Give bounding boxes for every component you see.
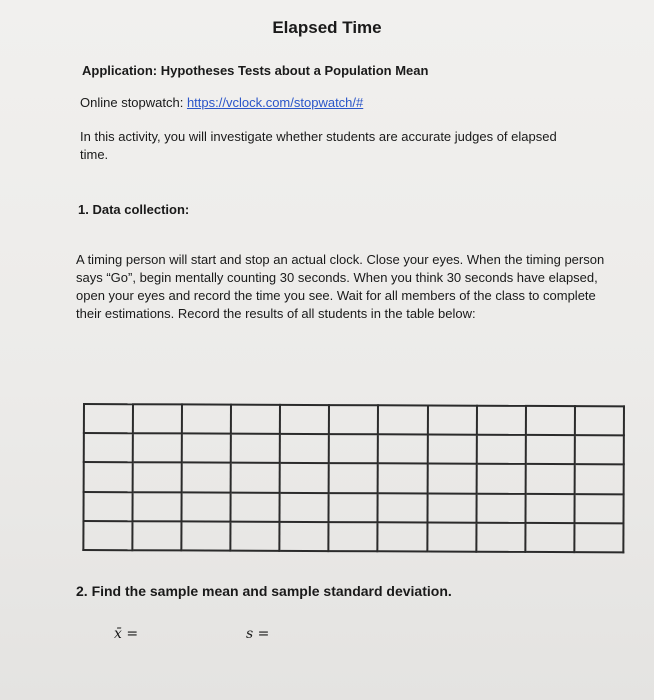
table-cell[interactable] (280, 492, 329, 521)
table-cell[interactable] (329, 493, 378, 522)
section-1-instructions: A timing person will start and stop an actual clock. Close your eyes. When the timing person says “Go”, begin mentally counting 30 seconds. When you think 30 seconds have elapsed, open your eyes and record the time you see. Wait for all members of the class to complete their estimations. Record the results of all students in the table below: (76, 252, 605, 321)
table-cell[interactable] (182, 404, 231, 433)
table-cell[interactable] (231, 405, 280, 434)
table-cell[interactable] (427, 435, 476, 464)
table-cell[interactable] (427, 464, 476, 493)
table-cell[interactable] (526, 406, 575, 435)
table-row (84, 404, 624, 436)
table-cell[interactable] (231, 463, 280, 492)
table-cell[interactable] (575, 435, 624, 464)
application-subtitle: Application: Hypotheses Tests about a Population Mean (82, 63, 429, 78)
table-cell[interactable] (525, 493, 574, 522)
table-cell[interactable] (329, 405, 378, 434)
table-cell[interactable] (84, 433, 133, 462)
table-cell[interactable] (182, 521, 231, 550)
table-cell[interactable] (231, 521, 280, 550)
table-cell[interactable] (574, 465, 623, 494)
table-cell[interactable] (182, 492, 231, 521)
table-cell[interactable] (280, 522, 329, 551)
section-1-heading: 1. Data collection: (78, 202, 190, 217)
table-cell[interactable] (378, 522, 427, 551)
table-cell[interactable] (427, 522, 476, 551)
table-cell[interactable] (525, 435, 574, 464)
table-cell[interactable] (329, 463, 378, 492)
table-cell[interactable] (182, 463, 231, 492)
table-row (83, 521, 623, 553)
table-cell[interactable] (329, 522, 378, 551)
table-cell[interactable] (84, 404, 133, 433)
table-cell[interactable] (280, 405, 329, 434)
table-cell[interactable] (84, 462, 133, 491)
table-cell[interactable] (133, 492, 182, 521)
table-cell[interactable] (574, 523, 623, 552)
table-cell[interactable] (575, 406, 624, 435)
section-2-heading: 2. Find the sample mean and sample standard deviation. (76, 583, 452, 599)
stopwatch-link[interactable]: https://vclock.com/stopwatch/# (186, 95, 364, 110)
stopwatch-label: Online stopwatch: (80, 95, 187, 110)
table-cell[interactable] (476, 435, 525, 464)
table-cell[interactable] (476, 464, 525, 493)
table-cell[interactable] (525, 464, 574, 493)
table-cell[interactable] (525, 523, 574, 552)
page-title: Elapsed Time (272, 18, 382, 37)
table-cell[interactable] (133, 463, 182, 492)
table-cell[interactable] (280, 434, 329, 463)
sample-mean-label: x̄ = (114, 626, 139, 642)
table-cell[interactable] (231, 434, 280, 463)
table-cell[interactable] (476, 493, 525, 522)
table-cell[interactable] (329, 434, 378, 463)
table-row (83, 492, 623, 524)
table-cell[interactable] (427, 493, 476, 522)
table-cell[interactable] (378, 464, 427, 493)
table-cell[interactable] (133, 433, 182, 462)
table-row (84, 462, 624, 494)
table-cell[interactable] (83, 492, 132, 521)
table-row (84, 433, 624, 465)
results-table (82, 403, 625, 553)
table-cell[interactable] (182, 434, 231, 463)
table-cell[interactable] (378, 434, 427, 463)
table-cell[interactable] (476, 522, 525, 551)
table-cell[interactable] (378, 493, 427, 522)
table-cell[interactable] (133, 404, 182, 433)
intro-paragraph: In this activity, you will investigate whether students are accurate judges of elapsed time. (80, 129, 557, 162)
stopwatch-line (80, 95, 363, 110)
table-cell[interactable] (378, 405, 427, 434)
table-cell[interactable] (132, 521, 181, 550)
table-cell[interactable] (427, 406, 476, 435)
table-cell[interactable] (231, 492, 280, 521)
table-cell[interactable] (574, 494, 623, 523)
table-cell[interactable] (83, 521, 132, 550)
sample-sd-label: s = (246, 626, 270, 642)
table-cell[interactable] (476, 406, 525, 435)
table-cell[interactable] (280, 463, 329, 492)
